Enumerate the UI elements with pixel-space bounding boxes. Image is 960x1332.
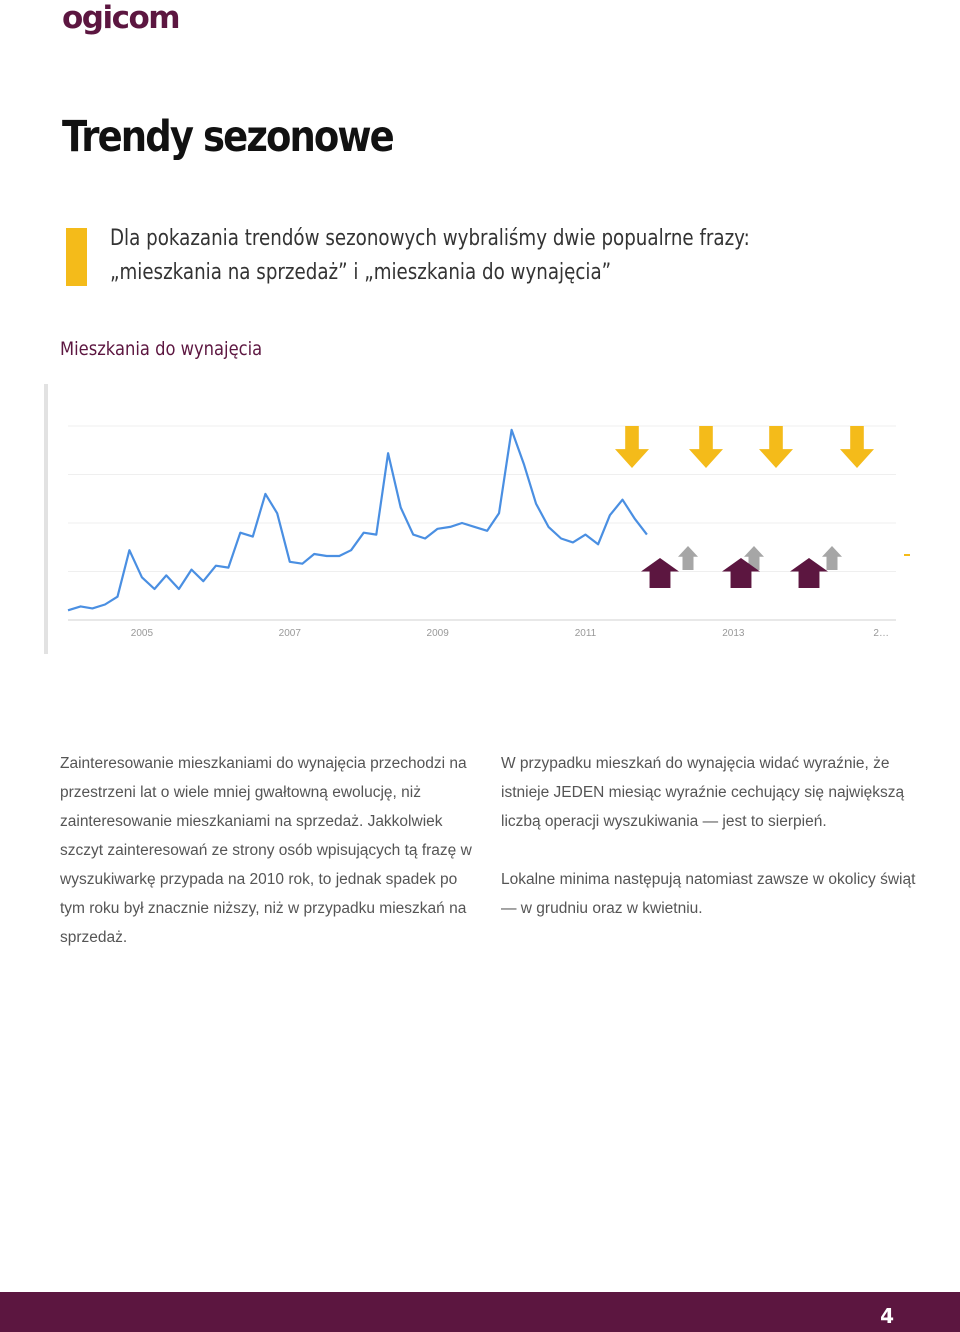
april-minimum-arrow (822, 546, 842, 570)
december-minimum-arrow (641, 558, 679, 588)
chart-x-tick-label: 2013 (722, 628, 745, 639)
body-right-column (501, 749, 921, 952)
body-right-paragraph-2: Lokalne minima następują natomiast zawsze w okolicy świąt — w grudniu oraz w kwietniu. (501, 871, 916, 917)
chart-x-axis (131, 628, 889, 639)
body-left-column (60, 749, 480, 981)
logo: ogicom (62, 0, 180, 36)
september-peak-arrow (840, 426, 874, 468)
december-minimum-arrow (790, 558, 828, 588)
peak-arrow-fragment (904, 554, 910, 556)
september-peak-arrow (689, 426, 723, 468)
section-title: Mieszkania do wynajęcia (60, 338, 263, 360)
chart-series-line (68, 430, 647, 610)
chart-markers (615, 426, 910, 588)
footer-bar (0, 1292, 960, 1332)
callout-accent-bar (66, 228, 87, 286)
callout-line-1: Dla pokazania trendów sezonowych wybraliśmy dwie popualrne frazy: (110, 226, 750, 251)
april-minimum-arrow (678, 546, 698, 570)
september-peak-arrow (759, 426, 793, 468)
chart-x-tick-label: 2007 (278, 628, 301, 639)
body-left-paragraph: Zainteresowanie mieszkaniami do wynajęcia przechodzi na przestrzeni lat o wiele mniej gwałtowną ewolucję, niż zainteresowanie mieszkaniami na sprzedaż. Jakkolwiek szczyt zainteresowań ze strony osób wpisujących tą frazę w wyszukiwarkę przypada na 2010 rok, to jednak spadek po tym roku był znacznie niższy, niż w przypadku mieszkań na sprzedaż. (60, 755, 472, 946)
page-title: Trendy sezonowe (62, 112, 393, 162)
chart-x-tick-label: 2… (873, 628, 889, 639)
callout (110, 222, 750, 290)
chart-x-tick-label: 2011 (574, 628, 597, 639)
trend-chart (0, 370, 960, 660)
body-right-paragraph-1: W przypadku mieszkań do wynajęcia widać wyraźnie, że istnieje JEDEN miesiąc wyraźnie cechujący się największą liczbą operacji wyszukiwania — jest to sierpień. (501, 755, 905, 830)
chart-x-tick-label: 2009 (426, 628, 449, 639)
chart-left-border (44, 384, 48, 654)
september-peak-arrow (615, 426, 649, 468)
chart-series-group (68, 430, 647, 610)
chart-x-tick-label: 2005 (130, 628, 154, 639)
callout-line-2: „mieszkania na sprzedaż” i „mieszkania do wynajęcia” (110, 260, 612, 285)
page-number: 4 (880, 1304, 894, 1328)
